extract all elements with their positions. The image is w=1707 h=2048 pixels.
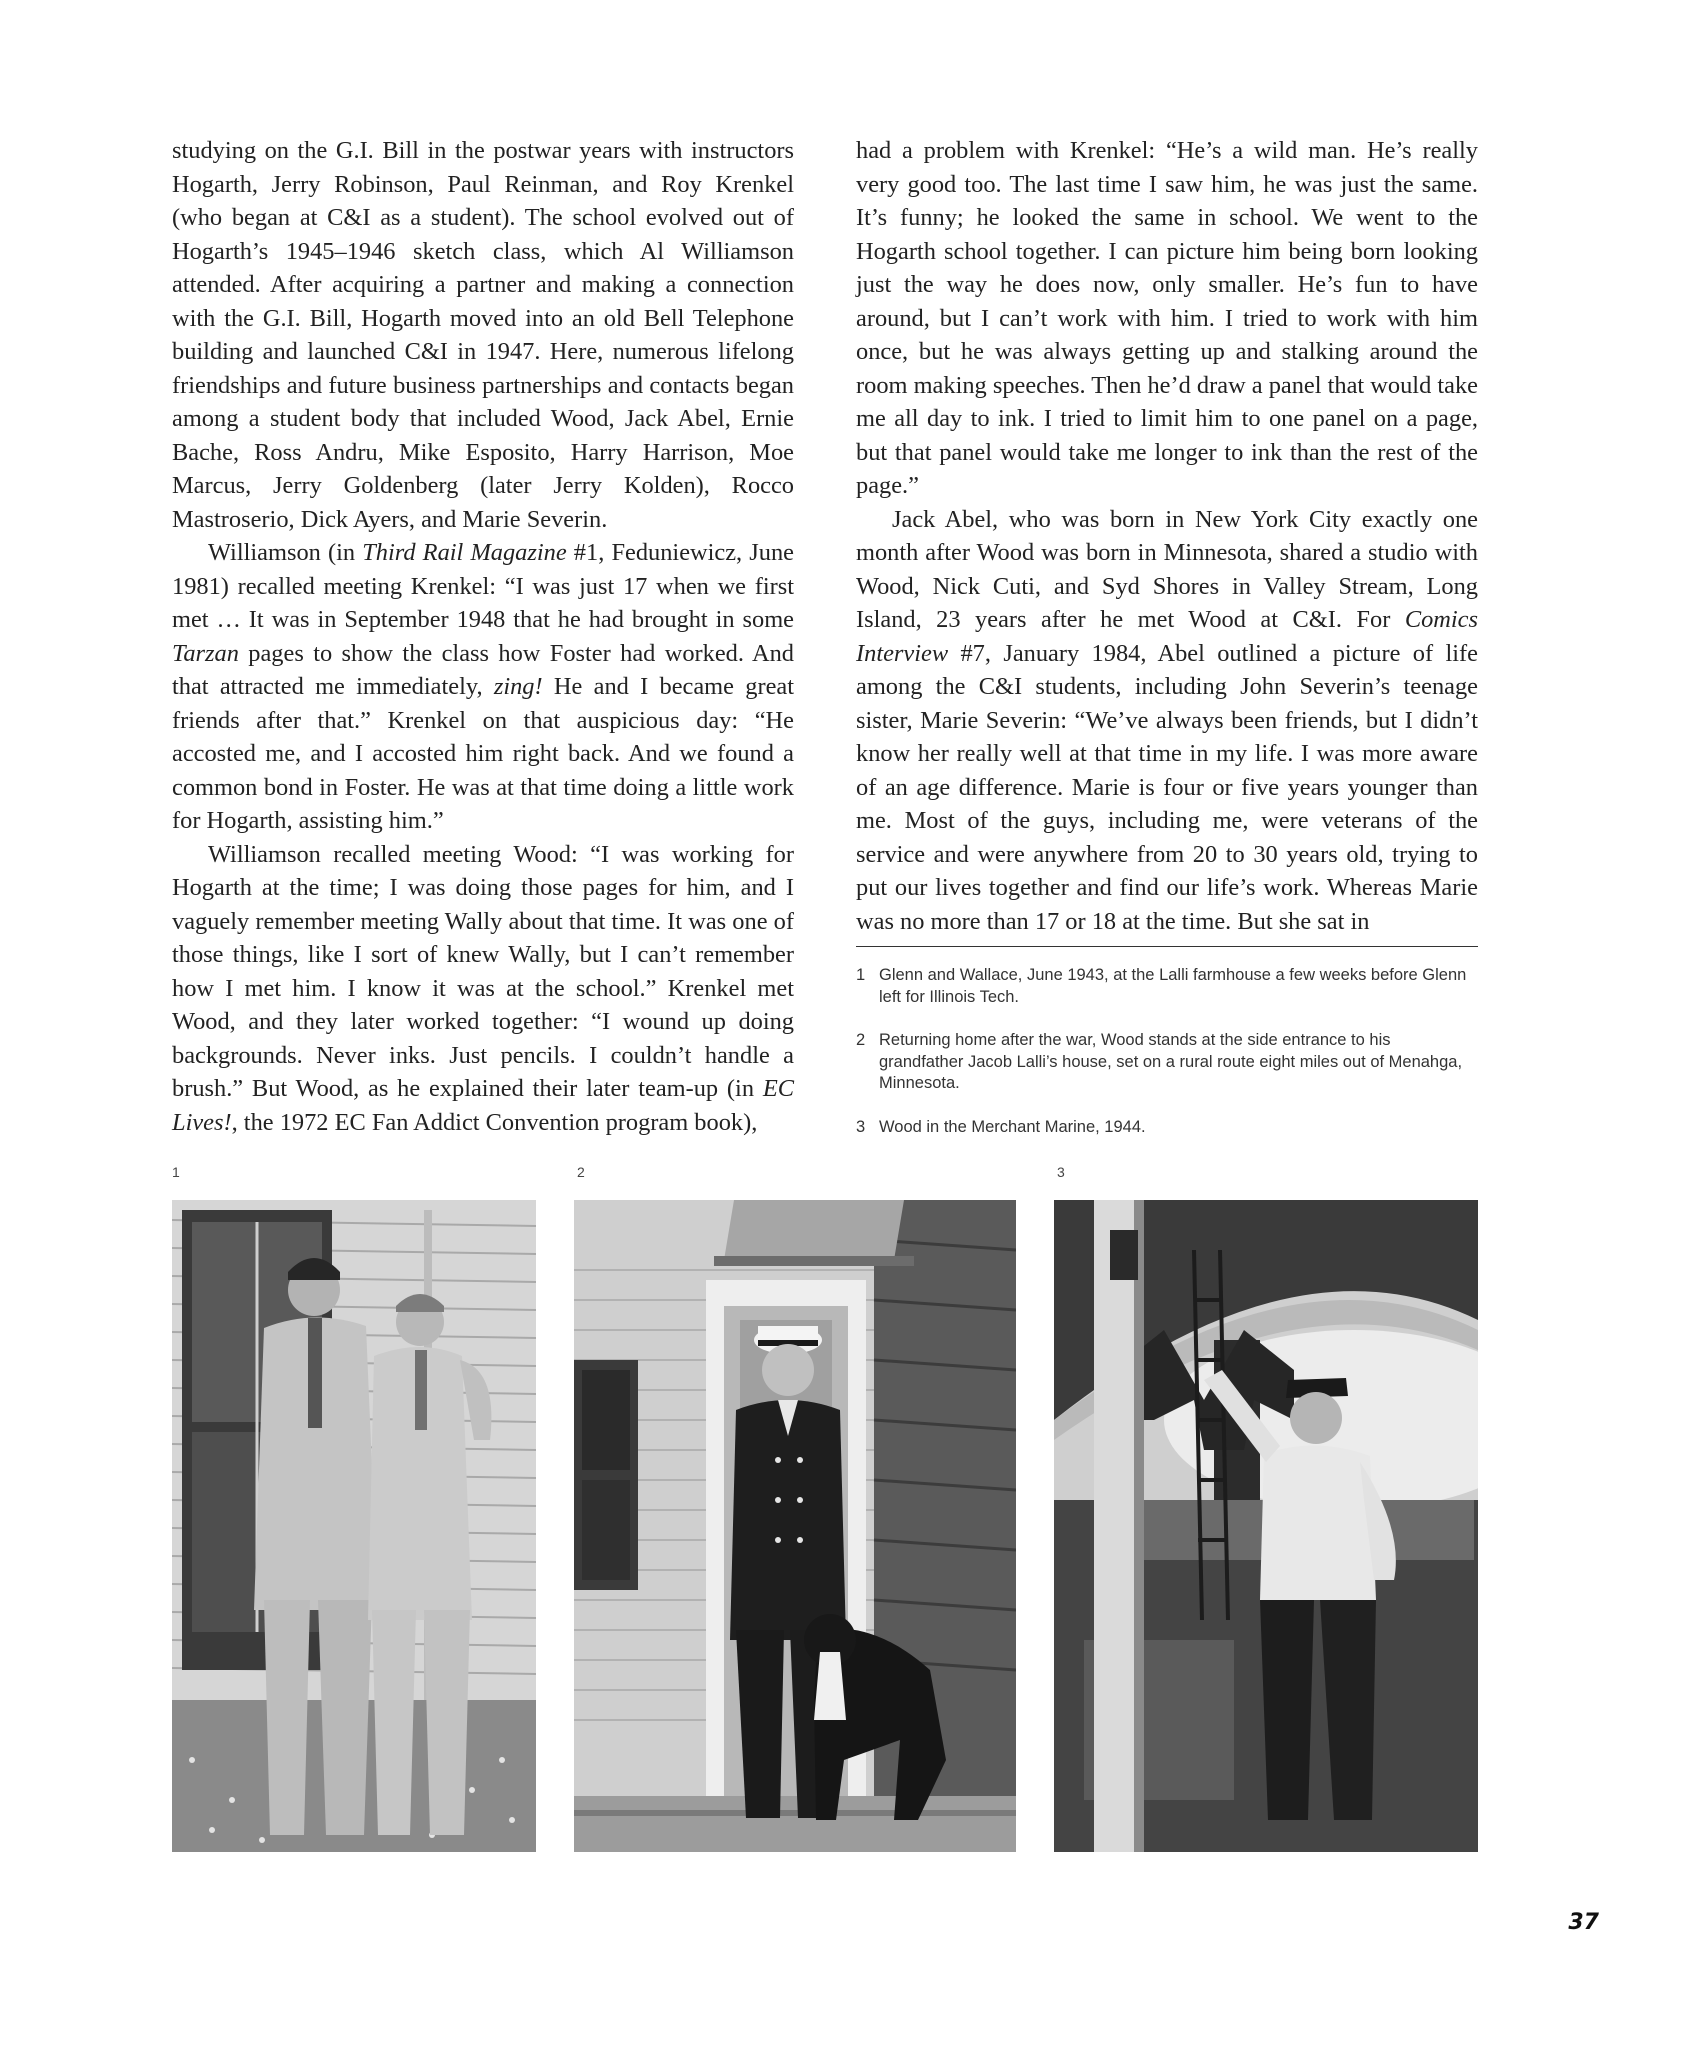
caption-number: 2 [856, 1031, 866, 1049]
publication-title: Comics Interview [856, 606, 1478, 667]
emphasis-text: zing! [493, 673, 543, 700]
left-text-column [172, 134, 794, 1139]
caption-text: Wood in the Merchant Marine, 1944. [879, 1117, 1146, 1136]
right-paragraph-1: had a problem with Krenkel: “He’s a wild man. He’s really very good too. The last time I saw him, he was just the same. It’s funny; he looked the same in school. We went to the Hogarth school together. I can picture him being born looking just the way he does now, only smaller. He’s fun to have around, but I can’t work with him. I tried to work with him once, but he was always getting up and stalking around the room making speeches. Then he’d draw a panel that would take me all day to ink. I tried to limit him to one panel on a page, but that panel would take me longer to ink than the rest of the page.” [856, 137, 1478, 499]
caption-text: Returning home after the war, Wood stands at the side entrance to his grandfather Jacob Lalli’s house, set on a rural route eight miles out of Menahga, Minnesota. [879, 1031, 1463, 1092]
caption-text: Glenn and Wallace, June 1943, at the Lalli farmhouse a few weeks before Glenn left for Illinois Tech. [879, 966, 1467, 1006]
page-number: 37 [1568, 1910, 1599, 1935]
publication-title: Third Rail Magazine [362, 539, 567, 566]
right-text-column [856, 134, 1478, 938]
left-paragraph-2: Williamson (in Third Rail Magazine #1, Feduniewicz, June 1981) recalled meeting Krenkel: “I was just 17 when we first met … It was in September 1948 that he had brought in some Tarzan pages to show the class how Foster had worked. And that attracted me immediately, zing! He and I became great friends after that.” Krenkel on that auspicious day: “He accosted me, and I accosted him right back. And we found a common bond in Foster. He was at that time doing a little work for Hogarth, assisting him.” [172, 539, 795, 834]
left-paragraph-3: Williamson recalled meeting Wood: “I was working for Hogarth at the time; I was doing those pages for him, and I vaguely remember meeting Wally about that time. It was one of those things, like I sort of knew Wally, but I can’t remember how I met him. I know it was at the school.” Krenkel met Wood, and they later worked together: “I wound up doing backgrounds. Never inks. Just pencils. I couldn’t handle a brush.” But Wood, as he explained their later team-up (in EC Lives!, the 1972 EC Fan Addict Convention program book), [172, 840, 794, 1136]
photo-wood-with-dog [574, 1200, 1016, 1852]
photo-label-2: 2 [577, 1164, 585, 1180]
publication-title: Tarzan [172, 639, 239, 667]
caption-number: 3 [856, 1117, 866, 1136]
caption-divider [856, 946, 1478, 947]
photo-two-brothers [172, 1200, 536, 1852]
right-paragraph-2: Jack Abel, who was born in New York City exactly one month after Wood was born in Minnesota, shared a studio with Wood, Nick Cuti, and Syd Shores in Valley Stream, Long Island, 23 years after he met Wood at C&I. For Comics Interview #7, January 1984, Abel outlined a picture of life among the C&I students, including John Severin’s teenage sister, Marie Severin: “We’ve always been friends, but I didn’t know her really well at that time in my life. I was more aware of an age difference. Marie is four or five years younger than me. Most of the guys, including me, were veterans of the service and were anywhere from 20 to 30 years old, trying to put our lives together and find our life’s work. Whereas Marie was no more than 17 or 18 at the time. But she sat in [856, 505, 1478, 935]
photo-label-1: 1 [172, 1164, 180, 1180]
photo-label-3: 3 [1057, 1164, 1065, 1180]
photo-captions [856, 965, 1478, 1160]
photo-merchant-marine [1054, 1200, 1478, 1852]
caption-number: 1 [856, 966, 866, 984]
publication-title: EC Lives! [172, 1075, 794, 1136]
left-paragraph-1: studying on the G.I. Bill in the postwar years with instructors Hogarth, Jerry Robinson, Paul Reinman, and Roy Krenkel (who began at C&I as a student). The school evolved out of Hogarth’s 1945–1946 sketch class, which Al Williamson attended. After acquiring a partner and making a connection with the G.I. Bill, Hogarth moved into an old Bell Telephone building and launched C&I in 1947. Here, numerous lifelong friendships and future business partnerships and contacts began among a student body that included Wood, Jack Abel, Ernie Bache, Ross Andru, Mike Esposito, Harry Harrison, Moe Marcus, Jerry Goldenberg (later Jerry Kolden), Rocco Mastroserio, Dick Ayers, and Marie Severin. [172, 137, 794, 533]
caption-1 [856, 965, 1478, 1008]
caption-3 [856, 1117, 1478, 1139]
caption-2 [856, 1030, 1478, 1095]
